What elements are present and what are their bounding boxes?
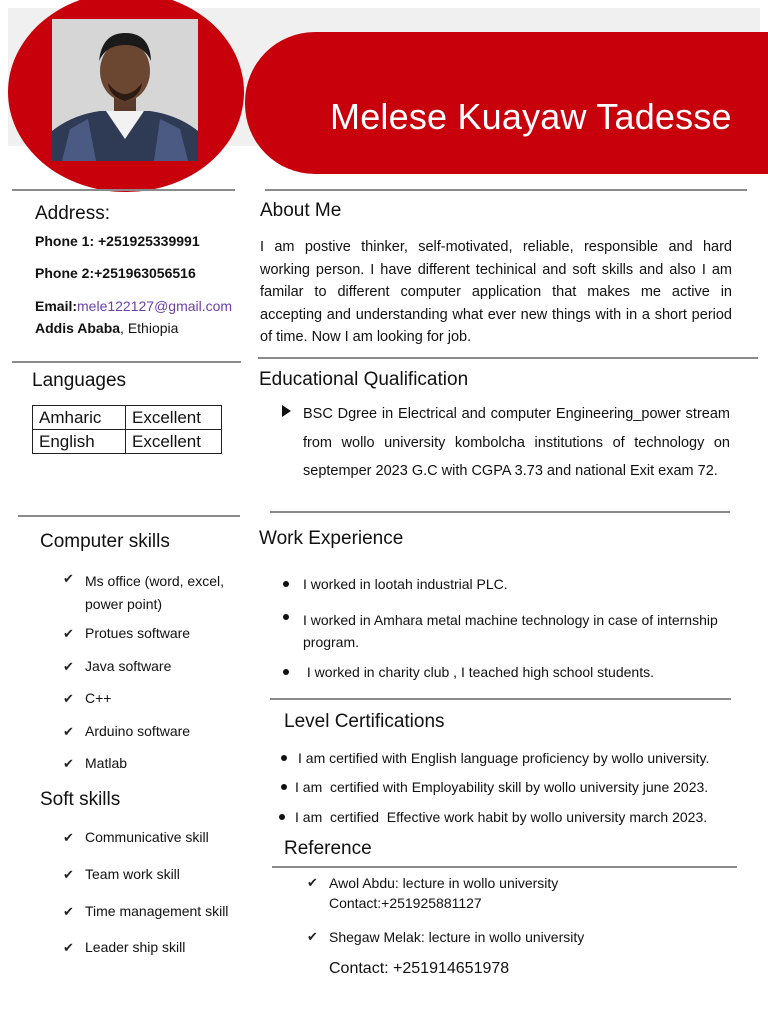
check-icon: ✔ [63,904,74,919]
language-cell: English [33,430,126,454]
email-line [35,298,232,314]
list-item: I am certified Effective work habit by wollo university march 2023. [295,809,708,825]
list-item: I am certified with English language proficiency by wollo university. [298,750,710,766]
computer-skills-heading: Computer skills [40,531,170,552]
list-item: C++ [85,690,112,706]
language-cell: Amharic [33,406,126,430]
reference-contact: Contact: +251914651978 [329,960,510,977]
check-icon: ✔ [63,659,74,674]
bullet-icon [279,814,285,820]
work-heading: Work Experience [259,528,404,549]
list-item: Ms office (word, excel, power point) [85,573,225,612]
profile-photo [52,19,198,161]
list-item: Arduino software [85,723,191,739]
check-icon: ✔ [63,691,74,706]
check-icon: ✔ [63,756,74,771]
reference-contact: Contact:+251925881127 [329,895,482,911]
table-row [33,406,222,430]
education-heading: Educational Qualification [259,369,469,390]
email-label: Email: [35,298,78,314]
divider [18,515,240,517]
divider [265,189,747,191]
bullet-icon [283,669,289,675]
bullet-icon [281,784,287,790]
table-row [33,430,222,454]
about-text: I am postive thinker, self-motivated, reliable, responsible and hard working person. I have different techinical and soft skills and also I am familar to different computer application that makes me active in accepting and understanding what ever new things with in a short period of time. Now I am looking for job. [260,239,732,345]
reference-name: Awol Abdu: lecture in wollo university [329,875,559,891]
divider [270,511,730,513]
divider [258,357,758,359]
candidate-name: Melese Kuayaw Tadesse [330,96,732,137]
check-icon: ✔ [63,571,74,586]
certifications-heading: Level Certifications [284,711,445,732]
divider [270,698,731,700]
city-line [35,320,178,336]
divider [12,189,235,191]
list-item: Protues software [85,625,191,641]
languages-table [32,405,222,454]
level-cell: Excellent [126,406,222,430]
arrow-bullet-icon [282,405,291,417]
city: Addis Ababa [35,320,121,336]
check-icon: ✔ [63,626,74,641]
check-icon: ✔ [63,724,74,739]
person-portrait-icon [52,19,198,161]
check-icon: ✔ [307,929,318,944]
bullet-icon [283,614,289,620]
soft-skills-heading: Soft skills [40,789,121,810]
country: , Ethiopia [120,320,179,336]
list-item: I worked in Amhara metal machine technology in case of internship program. [303,612,718,650]
check-icon: ✔ [307,875,318,890]
bullet-icon [281,755,287,761]
about-heading: About Me [260,200,342,221]
list-item: Java software [85,658,172,674]
list-item: Team work skill [85,866,180,882]
list-item: Leader ship skill [85,939,186,955]
level-cell: Excellent [126,430,222,454]
list-item: I worked in charity club , I teached high school students. [303,664,654,680]
divider [12,361,241,363]
list-item: Time management skill [85,903,229,919]
list-item: I worked in lootah industrial PLC. [303,576,508,592]
list-item: Communicative skill [85,829,209,845]
reference-name: Shegaw Melak: lecture in wollo university [329,929,585,945]
phone-1: Phone 1: +251925339991 [35,233,200,249]
check-icon: ✔ [63,830,74,845]
address-heading: Address: [35,203,110,224]
education-text: BSC Dgree in Electrical and computer Engineering_power stream from wollo university kombolcha institutions of technology on septemper 2023 G.C with CGPA 3.73 and national Exit exam 72. [303,406,730,479]
email-link[interactable]: mele122127@gmail.com [77,298,233,314]
check-icon: ✔ [63,940,74,955]
divider [272,866,737,868]
bullet-icon [283,581,289,587]
phone-2: Phone 2:+251963056516 [35,265,196,281]
reference-heading: Reference [284,838,372,859]
languages-heading: Languages [32,370,127,391]
check-icon: ✔ [63,867,74,882]
list-item: Matlab [85,755,128,771]
list-item: I am certified with Employability skill by wollo university june 2023. [295,779,709,795]
